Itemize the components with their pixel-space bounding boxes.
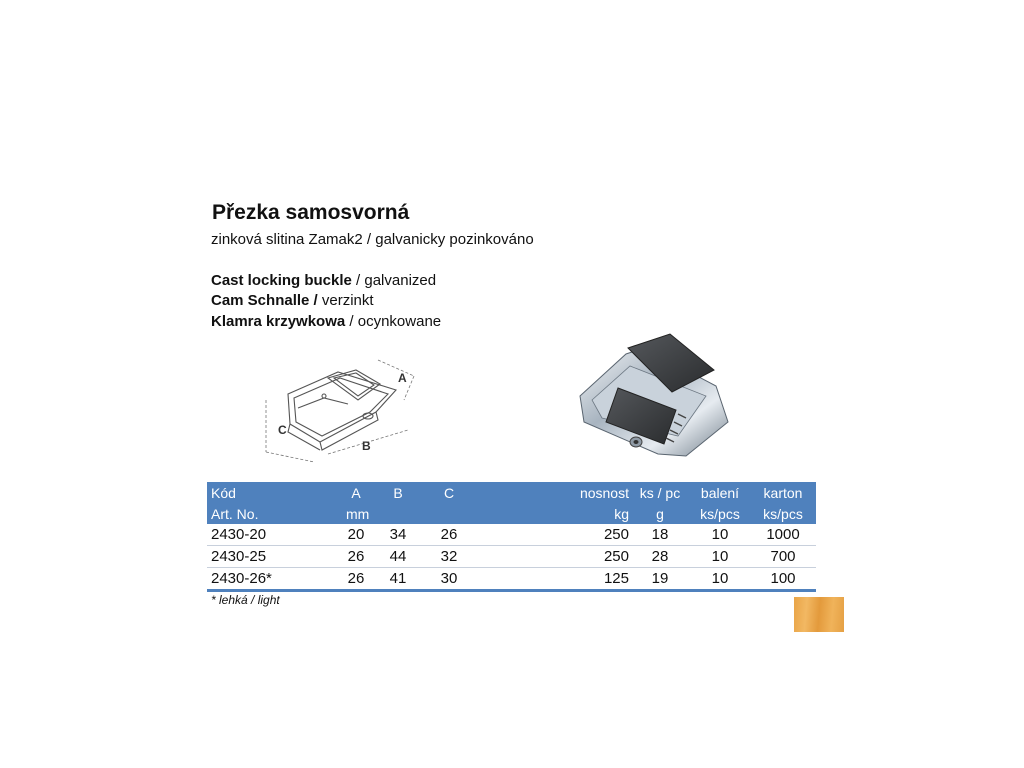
header-unit-mm: mm — [346, 506, 370, 522]
cell-b: 41 — [389, 570, 407, 587]
diagram-label-c: C — [278, 423, 287, 437]
cell-karton: 100 — [770, 570, 796, 587]
german-name-bold: Cam Schnalle / — [211, 292, 318, 309]
polish-name-bold: Klamra krzywkowa — [211, 313, 346, 330]
cell-a: 26 — [347, 570, 365, 587]
cell-karton: 1000 — [766, 526, 800, 543]
header-unit-karton: ks/pcs — [763, 506, 803, 522]
cell-ks: 19 — [651, 570, 669, 587]
polish-name — [211, 313, 441, 330]
english-name-bold: Cast locking buckle — [211, 272, 352, 289]
cell-ks: 18 — [651, 526, 669, 543]
header-kod: Kód — [211, 485, 236, 501]
cell-kod: 2430-20 — [211, 526, 267, 543]
cell-c: 32 — [440, 548, 458, 565]
cell-karton: 700 — [770, 548, 796, 565]
cell-baleni: 10 — [711, 526, 729, 543]
english-name-suffix: / galvanized — [351, 272, 437, 289]
header-unit-baleni: ks/pcs — [700, 506, 740, 522]
header-ks: ks / pc — [639, 485, 681, 501]
product-table — [207, 482, 816, 592]
cell-kod: 2430-25 — [211, 548, 267, 565]
german-name-suffix: verzinkt — [317, 292, 374, 309]
header-baleni: balení — [700, 485, 740, 501]
cell-baleni: 10 — [711, 548, 729, 565]
table-row — [207, 524, 816, 546]
header-nosnost: nosnost — [579, 485, 629, 501]
footnote: * lehká / light — [211, 593, 280, 607]
cell-a: 26 — [347, 548, 365, 565]
header-karton: karton — [763, 485, 803, 501]
cell-a: 20 — [347, 526, 365, 543]
table-row — [207, 568, 816, 592]
diagram-label-a: A — [398, 371, 407, 385]
cell-b: 34 — [389, 526, 407, 543]
diagram-label-b: B — [362, 439, 371, 453]
buckle-diagram — [258, 354, 420, 466]
cell-baleni: 10 — [711, 570, 729, 587]
buckle-photo — [566, 326, 736, 466]
polish-name-suffix: / ocynkowane — [345, 313, 442, 330]
cell-b: 44 — [389, 548, 407, 565]
cell-c: 30 — [440, 570, 458, 587]
wood-color-swatch — [794, 597, 844, 632]
product-subtitle: zinková slitina Zamak2 / galvanicky pozinkováno — [211, 231, 534, 248]
english-name — [211, 272, 436, 289]
product-title: Přezka samosvorná — [212, 201, 410, 224]
header-a: A — [351, 485, 361, 501]
header-c: C — [443, 485, 455, 501]
german-name — [211, 292, 374, 309]
header-b: B — [393, 485, 403, 501]
cell-nosnost: 125 — [603, 570, 629, 587]
header-art-no: Art. No. — [211, 506, 259, 522]
header-unit-kg: kg — [614, 506, 629, 522]
table-header — [207, 482, 816, 524]
cell-ks: 28 — [651, 548, 669, 565]
header-unit-g: g — [656, 506, 664, 522]
cell-nosnost: 250 — [603, 526, 629, 543]
cell-c: 26 — [440, 526, 458, 543]
cell-nosnost: 250 — [603, 548, 629, 565]
cell-kod: 2430-26* — [211, 570, 272, 587]
table-row — [207, 546, 816, 568]
